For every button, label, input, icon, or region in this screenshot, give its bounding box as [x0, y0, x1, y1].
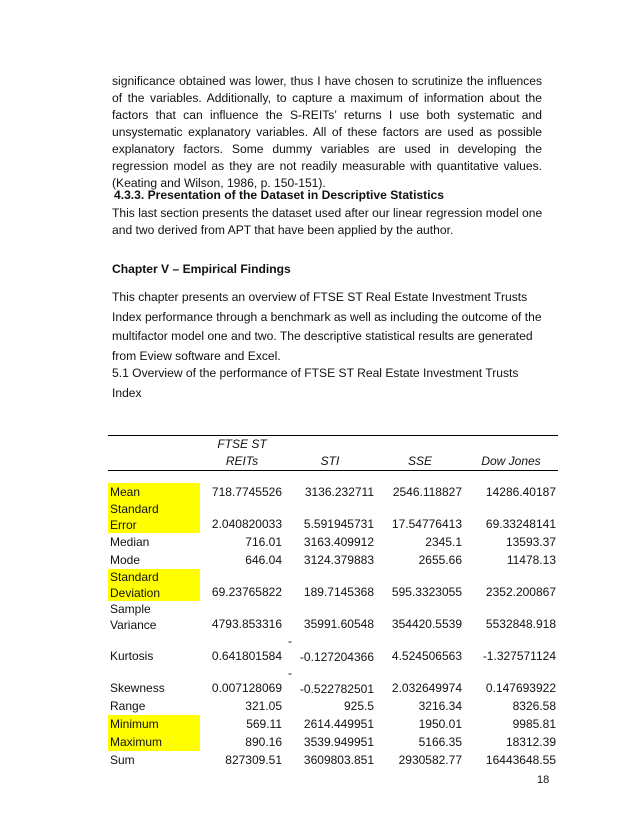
cell-sse: 3216.34: [418, 699, 462, 713]
row-label: Sum: [110, 753, 135, 767]
table-row: [108, 501, 558, 533]
row-label-line1: Standard: [110, 502, 159, 516]
text-line: (Keating and Wilson, 1986, p. 150-151).: [112, 176, 326, 190]
chapter-heading: Chapter V – Empirical Findings: [112, 262, 291, 276]
cell-dow: 13593.37: [505, 535, 556, 549]
text-line: Index performance through a benchmark as well as including the outcome of the: [112, 309, 542, 324]
cell-sse: 4.524506563: [391, 649, 462, 663]
row-label-line2: Error: [110, 518, 137, 532]
text-line: factors that can influence the S-REITs’ returns I use both systematic and: [112, 108, 542, 122]
text-line: from Eview software and Excel.: [112, 348, 281, 363]
text-line: regression model as they are not readily measurable with quantitative values.: [112, 159, 542, 173]
cell-dow: -1.327571124: [482, 649, 556, 663]
cell-dow: 9985.81: [512, 717, 556, 731]
row-label-line1: Sample: [110, 602, 151, 616]
table-row: [108, 697, 558, 715]
row-label: Maximum: [108, 733, 200, 751]
intro-paragraph: [112, 73, 542, 192]
table-row: [108, 665, 558, 697]
row-label: Mode: [110, 553, 141, 567]
table-header-row: [108, 436, 558, 471]
cell-sti: 3539.949951: [303, 735, 374, 749]
cell-reits: 646.04: [245, 553, 282, 567]
cell-sti: 3136.232711: [304, 485, 374, 499]
cell-reits: 890.16: [245, 735, 282, 749]
cell-dow: 69.33248141: [485, 517, 556, 531]
descriptive-statistics-table: [108, 435, 558, 769]
text-line: explanatory factors. Some dummy variables are used in developing the: [112, 142, 542, 156]
table-row: [108, 601, 558, 633]
cell-sse: 2345.1: [425, 535, 462, 549]
cell-sse: 2930582.77: [398, 753, 462, 767]
table-row: [108, 751, 558, 769]
cell-sse: 17.54776413: [391, 517, 462, 531]
cell-dow: 18312.39: [505, 735, 556, 749]
cell-sti: 925.5: [343, 699, 374, 713]
cell-sti: 35991.60548: [303, 617, 374, 631]
cell-sti: 5.591945731: [303, 517, 374, 531]
cell-sse: 595.3323055: [391, 585, 462, 599]
cell-reits: 716.01: [245, 535, 282, 549]
row-label: Mean: [108, 483, 200, 501]
row-label: Kurtosis: [110, 649, 154, 663]
header-sse: SSE: [407, 454, 432, 468]
page-number: 18: [537, 774, 550, 786]
cell-sti: 3609803.851: [303, 753, 374, 767]
cell-dow: 0.147693922: [485, 681, 556, 695]
section-paragraph: [112, 205, 542, 239]
row-label: Minimum: [108, 715, 200, 733]
cell-sti: 189.7145368: [303, 585, 374, 599]
cell-dow: 16443648.55: [485, 753, 556, 767]
cell-reits: 2.040820033: [211, 517, 282, 531]
cell-reits: 718.7745526: [211, 485, 282, 499]
cell-dow: 8326.58: [512, 699, 556, 713]
cell-dow: 5532848.918: [485, 617, 556, 631]
table-row: [108, 569, 558, 601]
text-line: and two derived from APT that have been applied by the author.: [112, 223, 454, 237]
cell-dow: 2352.200867: [485, 585, 556, 599]
header-reits: [200, 436, 284, 471]
cell-dow: 11478.13: [506, 553, 556, 567]
cell-sse: 354420.5539: [391, 617, 462, 631]
header-dow: Dow Jones: [481, 454, 541, 468]
text-line: significance obtained was lower, thus I have chosen to scrutinize the influences: [112, 74, 542, 88]
cell-sti-minus: -: [288, 634, 292, 648]
cell-sti: [284, 665, 376, 697]
text-line: This last section presents the dataset used after our linear regression model one: [112, 206, 543, 220]
table-row: [108, 715, 558, 733]
header-reits-line2: REITs: [225, 454, 259, 468]
cell-reits: 69.23765822: [211, 585, 282, 599]
cell-reits: 4793.853316: [211, 617, 282, 631]
text-line: Index: [112, 385, 142, 400]
row-label: [108, 569, 200, 601]
text-line: of the variables. Additionally, to capture a maximum of information about the: [112, 91, 542, 105]
row-label-line1: Standard: [110, 570, 159, 584]
cell-sse: 5166.35: [418, 735, 462, 749]
header-empty: [108, 436, 200, 471]
table-row: [108, 483, 558, 501]
cell-reits: 569.11: [246, 717, 282, 731]
cell-sse: 2655.66: [418, 553, 462, 567]
cell-sti-minus: -: [288, 666, 292, 680]
section-heading: 4.3.3. Presentation of the Dataset in Descriptive Statistics: [114, 188, 445, 202]
table-row: [108, 733, 558, 751]
header-reits-line1: FTSE ST: [217, 437, 267, 451]
cell-sti: 3163.409912: [303, 535, 374, 549]
cell-sti: 2614.449951: [303, 717, 374, 731]
cell-reits: 321.05: [245, 699, 282, 713]
cell-reits: 0.641801584: [211, 649, 282, 663]
cell-sti: [284, 633, 376, 665]
row-label: Range: [110, 699, 146, 713]
row-label-line2: Variance: [110, 618, 157, 632]
table-row: [108, 633, 558, 665]
text-line: unsystematic explanatory variables. All of these factors are used as possible: [112, 125, 542, 139]
row-label: [108, 601, 200, 633]
cell-sti-value: -0.522782501: [299, 682, 374, 696]
chapter-intro-paragraph: [112, 288, 542, 366]
table-body: [108, 483, 558, 769]
row-label: [108, 501, 200, 533]
cell-sse: 1950.01: [418, 717, 462, 731]
cell-sse: 2.032649974: [391, 681, 462, 695]
table-row: [108, 551, 558, 569]
cell-sti: 3124.379883: [303, 553, 374, 567]
subsection-title: [112, 364, 542, 403]
row-label: Skewness: [110, 681, 165, 695]
table-row: [108, 533, 558, 551]
row-label: Median: [110, 535, 150, 549]
text-line: multifactor model one and two. The descriptive statistical results are generated: [112, 329, 533, 343]
cell-sse: 2546.118827: [392, 485, 462, 499]
cell-reits: 827309.51: [225, 753, 282, 767]
cell-sti-value: -0.127204366: [299, 650, 374, 664]
text-line: This chapter presents an overview of FTSE ST Real Estate Investment Trusts: [112, 290, 528, 304]
row-label-line2: Deviation: [110, 586, 161, 600]
header-sti: STI: [320, 454, 340, 468]
cell-dow: 14286.40187: [485, 485, 556, 499]
cell-reits: 0.007128069: [211, 681, 282, 695]
text-line: 5.1 Overview of the performance of FTSE ST Real Estate Investment Trusts: [112, 366, 519, 380]
